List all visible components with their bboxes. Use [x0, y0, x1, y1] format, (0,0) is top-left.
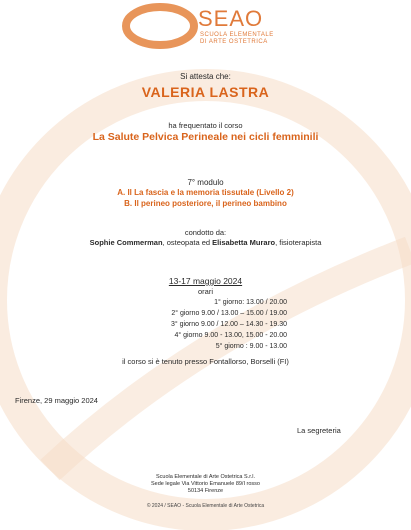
schedule-day-4: 4° giorno 9.00 - 13.00, 15.00 - 20.00 [174, 332, 287, 339]
module-b: B. Il perineo posteriore, il perineo bambino [124, 199, 287, 208]
logo-name: SEAO [198, 6, 264, 31]
course-place: il corso si è tenuto presso Fontallorso, Borselli (FI) [122, 357, 289, 366]
teacher1-name: Sophie Commerman [89, 238, 163, 247]
course-dates: 13-17 maggio 2024 [168, 276, 243, 286]
hours-label: orari [197, 287, 213, 296]
course-title: La Salute Pelvica Perineale nei cicli femminili [92, 131, 319, 143]
signature-label: La segreteria [297, 426, 341, 435]
schedule-list [127, 297, 287, 352]
footer-address-line1: Sede legale Via Vittorio Emanuele 89/I rosso [151, 481, 260, 487]
schedule-day-2: 2° giorno 9.00 / 13.00 – 15.00 / 19.00 [171, 310, 287, 317]
teacher1-role: , osteopata ed [162, 238, 213, 247]
schedule-day-1: 1° giorno: 13.00 / 20.00 [214, 299, 287, 306]
recipient-name: VALERIA LASTRA [141, 84, 270, 100]
issue-place-date: Firenze, 29 maggio 2024 [15, 396, 98, 405]
logo-subtitle-line1: SCUOLA ELEMENTALE [200, 32, 274, 38]
schedule-day-3: 3° giorno 9.00 / 12.00 – 14.30 - 19.30 [170, 321, 287, 328]
teacher2-name: Elisabetta Muraro [212, 238, 276, 247]
seao-logo [120, 2, 320, 50]
module-label: 7° modulo [187, 178, 224, 187]
footer-address-line2: 50134 Firenze [187, 488, 224, 494]
conducted-label: condotto da: [184, 228, 227, 237]
logo-subtitle [200, 32, 274, 46]
teachers-line [0, 238, 411, 247]
footer-org-name: Scuola Elementale di Arte Ostetrica S.r.l. [155, 474, 256, 480]
logo-ring-icon [120, 2, 200, 50]
teacher2-role: , fisioterapista [275, 238, 322, 247]
footer-address [0, 474, 411, 495]
attended-label: ha frequentato il corso [168, 121, 243, 130]
module-a: A. Il La fascia e la memoria tissutale (Livello 2) [117, 188, 294, 197]
schedule-day-5: 5° giorno : 9.00 - 13.00 [215, 343, 287, 350]
footer-copyright: © 2024 / SEAO - Scuola Elementale di Arte Ostetrica [146, 503, 265, 509]
attest-label: Si attesta che: [180, 72, 231, 81]
logo-subtitle-line2: DI ARTE OSTETRICA [200, 39, 268, 45]
